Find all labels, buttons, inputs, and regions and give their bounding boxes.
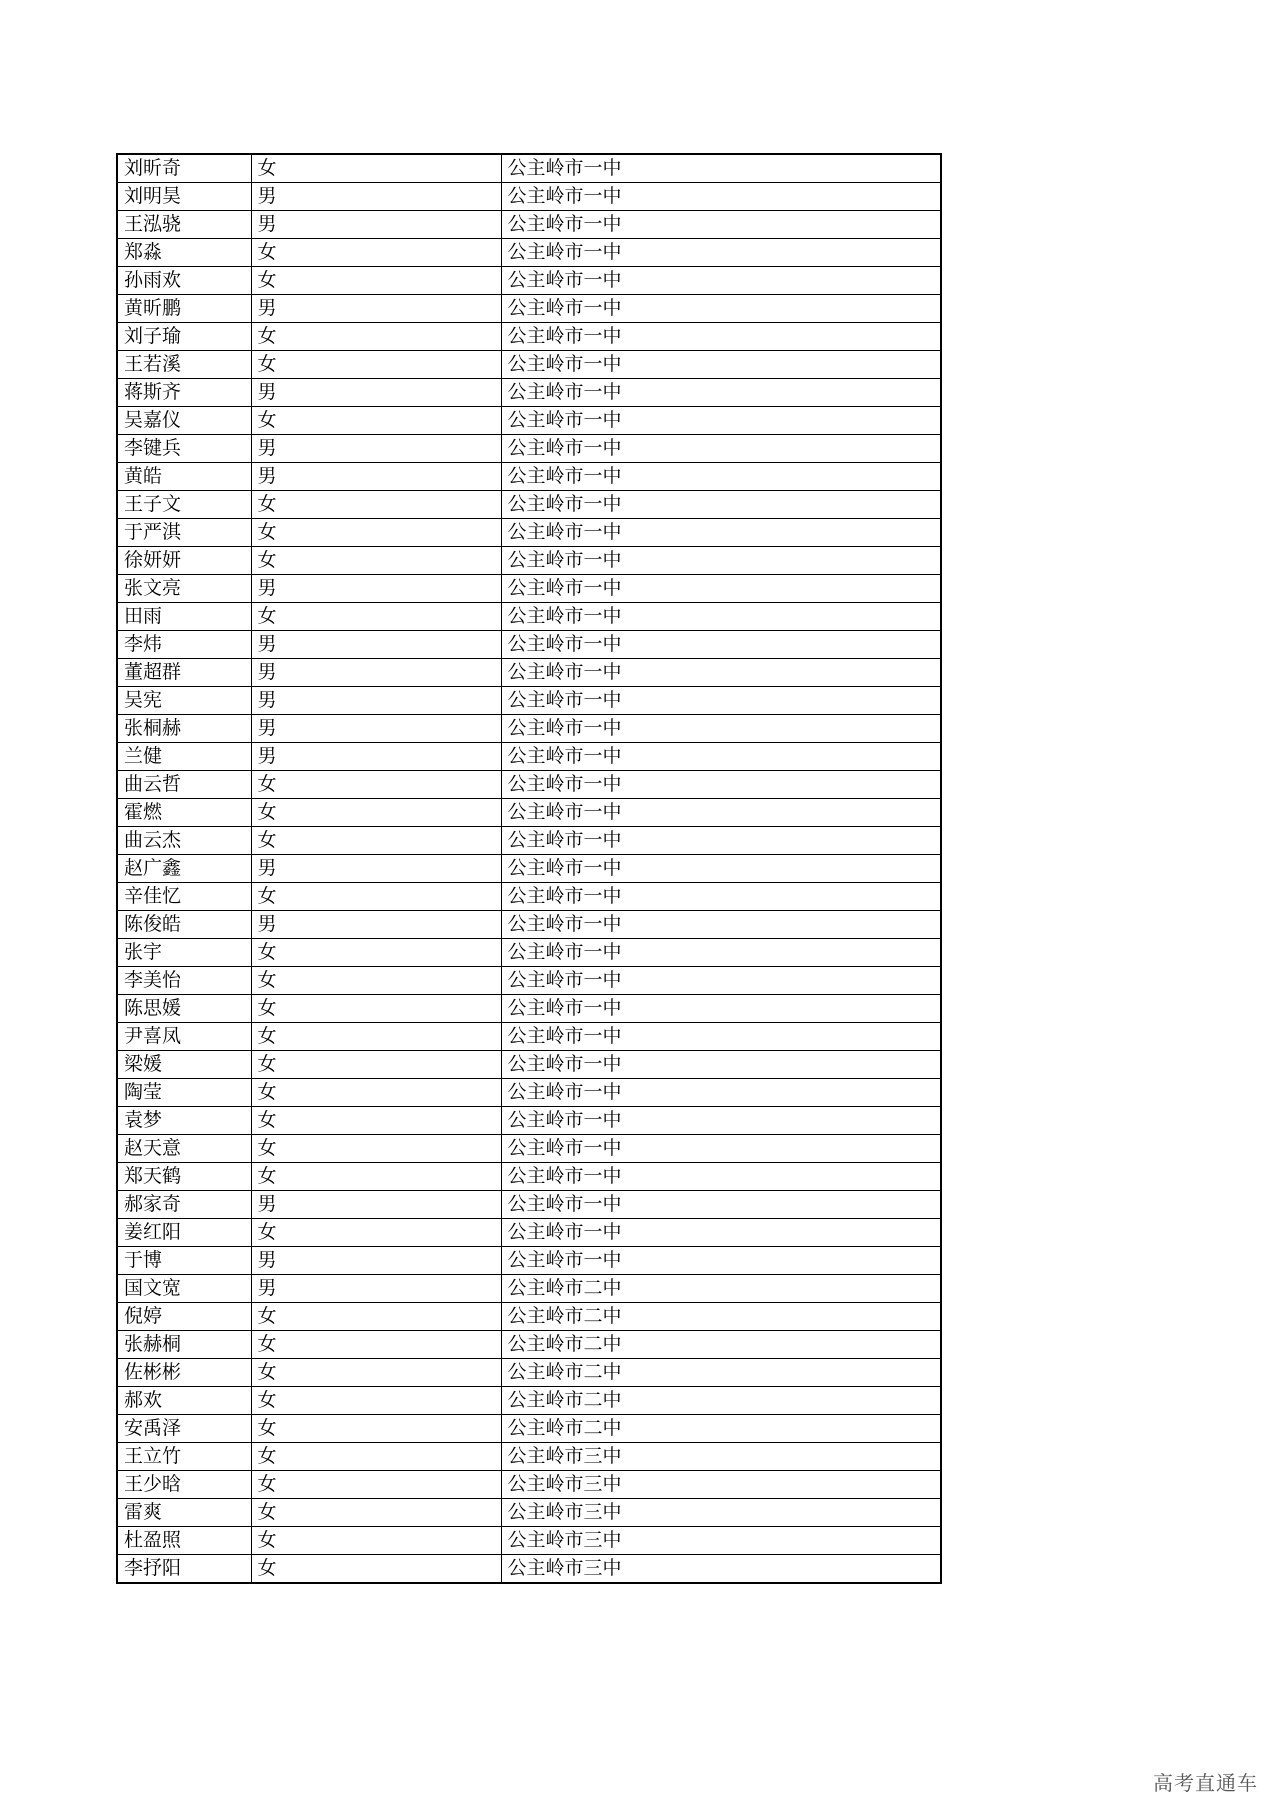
- gender-cell: 男: [251, 1247, 501, 1275]
- school-cell: 公主岭市二中: [501, 1275, 941, 1303]
- student-name-cell: 李美怡: [117, 967, 251, 995]
- school-cell: 公主岭市一中: [501, 715, 941, 743]
- gender-cell: 女: [251, 323, 501, 351]
- student-name-cell: 孙雨欢: [117, 267, 251, 295]
- school-cell: 公主岭市二中: [501, 1303, 941, 1331]
- student-name-cell: 兰健: [117, 743, 251, 771]
- gender-cell: 男: [251, 631, 501, 659]
- school-cell: 公主岭市一中: [501, 1247, 941, 1275]
- school-cell: 公主岭市一中: [501, 463, 941, 491]
- table-row: [117, 1471, 941, 1499]
- school-cell: 公主岭市一中: [501, 631, 941, 659]
- school-cell: 公主岭市一中: [501, 771, 941, 799]
- student-name-cell: 姜红阳: [117, 1219, 251, 1247]
- table-row: [117, 1443, 941, 1471]
- table-row: [117, 1247, 941, 1275]
- school-cell: 公主岭市一中: [501, 211, 941, 239]
- table-row: [117, 463, 941, 491]
- gender-cell: 女: [251, 1303, 501, 1331]
- table-row: [117, 295, 941, 323]
- school-cell: 公主岭市三中: [501, 1499, 941, 1527]
- table-row: [117, 519, 941, 547]
- table-row: [117, 1219, 941, 1247]
- table-row: [117, 1079, 941, 1107]
- table-row: [117, 799, 941, 827]
- gender-cell: 女: [251, 547, 501, 575]
- school-cell: 公主岭市一中: [501, 491, 941, 519]
- gender-cell: 女: [251, 1555, 501, 1584]
- student-name-cell: 黄昕鹏: [117, 295, 251, 323]
- table-row: [117, 239, 941, 267]
- school-cell: 公主岭市一中: [501, 154, 941, 183]
- gender-cell: 男: [251, 687, 501, 715]
- school-cell: 公主岭市三中: [501, 1527, 941, 1555]
- student-name-cell: 陈思媛: [117, 995, 251, 1023]
- student-name-cell: 雷爽: [117, 1499, 251, 1527]
- student-name-cell: 王若溪: [117, 351, 251, 379]
- student-name-cell: 梁媛: [117, 1051, 251, 1079]
- gender-cell: 男: [251, 659, 501, 687]
- table-row: [117, 491, 941, 519]
- table-row: [117, 1107, 941, 1135]
- school-cell: 公主岭市一中: [501, 435, 941, 463]
- table-row: [117, 1359, 941, 1387]
- student-name-cell: 郑天鹤: [117, 1163, 251, 1191]
- school-cell: 公主岭市一中: [501, 659, 941, 687]
- student-name-cell: 郝家奇: [117, 1191, 251, 1219]
- gender-cell: 男: [251, 575, 501, 603]
- school-cell: 公主岭市二中: [501, 1331, 941, 1359]
- student-name-cell: 吴宪: [117, 687, 251, 715]
- gender-cell: 女: [251, 1079, 501, 1107]
- table-row: [117, 1499, 941, 1527]
- school-cell: 公主岭市三中: [501, 1555, 941, 1584]
- gender-cell: 女: [251, 154, 501, 183]
- school-cell: 公主岭市一中: [501, 1135, 941, 1163]
- student-name-cell: 张文亮: [117, 575, 251, 603]
- table-row: [117, 1275, 941, 1303]
- gender-cell: 女: [251, 799, 501, 827]
- table-row: [117, 855, 941, 883]
- student-name-cell: 刘昕奇: [117, 154, 251, 183]
- school-cell: 公主岭市一中: [501, 407, 941, 435]
- student-name-cell: 吴嘉仪: [117, 407, 251, 435]
- table-row: [117, 154, 941, 183]
- school-cell: 公主岭市一中: [501, 743, 941, 771]
- gender-cell: 女: [251, 1023, 501, 1051]
- gender-cell: 男: [251, 295, 501, 323]
- student-name-cell: 王立竹: [117, 1443, 251, 1471]
- gender-cell: 女: [251, 267, 501, 295]
- student-name-cell: 郑淼: [117, 239, 251, 267]
- gender-cell: 女: [251, 771, 501, 799]
- table-row: [117, 267, 941, 295]
- gender-cell: 男: [251, 715, 501, 743]
- table-row: [117, 687, 941, 715]
- school-cell: 公主岭市一中: [501, 855, 941, 883]
- student-name-cell: 袁梦: [117, 1107, 251, 1135]
- gender-cell: 女: [251, 239, 501, 267]
- table-row: [117, 771, 941, 799]
- gender-cell: 男: [251, 211, 501, 239]
- gender-cell: 女: [251, 1359, 501, 1387]
- school-cell: 公主岭市一中: [501, 1079, 941, 1107]
- school-cell: 公主岭市一中: [501, 295, 941, 323]
- table-row: [117, 1135, 941, 1163]
- school-cell: 公主岭市三中: [501, 1443, 941, 1471]
- school-cell: 公主岭市一中: [501, 995, 941, 1023]
- student-name-cell: 辛佳忆: [117, 883, 251, 911]
- student-name-cell: 陈俊皓: [117, 911, 251, 939]
- gender-cell: 男: [251, 379, 501, 407]
- gender-cell: 男: [251, 911, 501, 939]
- student-name-cell: 尹喜凤: [117, 1023, 251, 1051]
- school-cell: 公主岭市一中: [501, 799, 941, 827]
- student-name-cell: 郝欢: [117, 1387, 251, 1415]
- table-row: [117, 211, 941, 239]
- gender-cell: 女: [251, 883, 501, 911]
- school-cell: 公主岭市一中: [501, 351, 941, 379]
- table-row: [117, 883, 941, 911]
- student-name-cell: 蒋斯齐: [117, 379, 251, 407]
- gender-cell: 女: [251, 1051, 501, 1079]
- table-row: [117, 575, 941, 603]
- table-row: [117, 603, 941, 631]
- gender-cell: 男: [251, 743, 501, 771]
- school-cell: 公主岭市一中: [501, 939, 941, 967]
- student-name-cell: 田雨: [117, 603, 251, 631]
- gender-cell: 女: [251, 1527, 501, 1555]
- school-cell: 公主岭市一中: [501, 519, 941, 547]
- student-name-cell: 倪婷: [117, 1303, 251, 1331]
- student-name-cell: 董超群: [117, 659, 251, 687]
- table-row: [117, 827, 941, 855]
- gender-cell: 女: [251, 1219, 501, 1247]
- table-row: [117, 1303, 941, 1331]
- gender-cell: 女: [251, 827, 501, 855]
- school-cell: 公主岭市一中: [501, 1023, 941, 1051]
- student-name-cell: 王少晗: [117, 1471, 251, 1499]
- gender-cell: 女: [251, 1135, 501, 1163]
- table-row: [117, 183, 941, 211]
- student-name-cell: 杜盈照: [117, 1527, 251, 1555]
- school-cell: 公主岭市一中: [501, 1107, 941, 1135]
- student-name-cell: 曲云哲: [117, 771, 251, 799]
- school-cell: 公主岭市一中: [501, 603, 941, 631]
- gender-cell: 男: [251, 463, 501, 491]
- student-name-cell: 刘子瑜: [117, 323, 251, 351]
- gender-cell: 男: [251, 1191, 501, 1219]
- table-row: [117, 743, 941, 771]
- gender-cell: 男: [251, 183, 501, 211]
- school-cell: 公主岭市一中: [501, 967, 941, 995]
- student-name-cell: 刘明昊: [117, 183, 251, 211]
- gender-cell: 女: [251, 1499, 501, 1527]
- watermark-text: 高考直通车: [1153, 1771, 1258, 1795]
- school-cell: 公主岭市一中: [501, 1051, 941, 1079]
- student-name-cell: 王子文: [117, 491, 251, 519]
- student-name-cell: 张赫桐: [117, 1331, 251, 1359]
- gender-cell: 女: [251, 491, 501, 519]
- table-row: [117, 547, 941, 575]
- gender-cell: 女: [251, 519, 501, 547]
- school-cell: 公主岭市三中: [501, 1471, 941, 1499]
- table-row: [117, 939, 941, 967]
- student-name-cell: 李炜: [117, 631, 251, 659]
- school-cell: 公主岭市一中: [501, 1191, 941, 1219]
- school-cell: 公主岭市二中: [501, 1387, 941, 1415]
- student-name-cell: 黄皓: [117, 463, 251, 491]
- gender-cell: 女: [251, 1163, 501, 1191]
- school-cell: 公主岭市二中: [501, 1415, 941, 1443]
- gender-cell: 男: [251, 1275, 501, 1303]
- table-row: [117, 1163, 941, 1191]
- table-row: [117, 659, 941, 687]
- gender-cell: 男: [251, 435, 501, 463]
- student-name-cell: 赵天意: [117, 1135, 251, 1163]
- table-row: [117, 407, 941, 435]
- table-row: [117, 995, 941, 1023]
- student-name-cell: 安禹泽: [117, 1415, 251, 1443]
- school-cell: 公主岭市二中: [501, 1359, 941, 1387]
- gender-cell: 女: [251, 1443, 501, 1471]
- student-name-cell: 张宇: [117, 939, 251, 967]
- student-name-cell: 于博: [117, 1247, 251, 1275]
- student-name-cell: 赵广鑫: [117, 855, 251, 883]
- table-row: [117, 435, 941, 463]
- school-cell: 公主岭市一中: [501, 883, 941, 911]
- table-row: [117, 1527, 941, 1555]
- table-row: [117, 1415, 941, 1443]
- gender-cell: 女: [251, 967, 501, 995]
- school-cell: 公主岭市一中: [501, 1219, 941, 1247]
- gender-cell: 女: [251, 939, 501, 967]
- student-name-cell: 霍燃: [117, 799, 251, 827]
- table-row: [117, 1331, 941, 1359]
- roster-body: [117, 154, 941, 1583]
- gender-cell: 女: [251, 1415, 501, 1443]
- student-name-cell: 国文宽: [117, 1275, 251, 1303]
- school-cell: 公主岭市一中: [501, 547, 941, 575]
- student-name-cell: 徐妍妍: [117, 547, 251, 575]
- table-row: [117, 351, 941, 379]
- gender-cell: 男: [251, 855, 501, 883]
- table-row: [117, 911, 941, 939]
- table-row: [117, 1051, 941, 1079]
- gender-cell: 女: [251, 407, 501, 435]
- school-cell: 公主岭市一中: [501, 379, 941, 407]
- table-row: [117, 715, 941, 743]
- gender-cell: 女: [251, 1387, 501, 1415]
- student-name-cell: 张桐赫: [117, 715, 251, 743]
- gender-cell: 女: [251, 1471, 501, 1499]
- school-cell: 公主岭市一中: [501, 183, 941, 211]
- student-name-cell: 王泓骁: [117, 211, 251, 239]
- gender-cell: 女: [251, 995, 501, 1023]
- student-name-cell: 李抒阳: [117, 1555, 251, 1584]
- student-name-cell: 曲云杰: [117, 827, 251, 855]
- student-name-cell: 佐彬彬: [117, 1359, 251, 1387]
- student-name-cell: 陶莹: [117, 1079, 251, 1107]
- school-cell: 公主岭市一中: [501, 1163, 941, 1191]
- gender-cell: 女: [251, 351, 501, 379]
- table-row: [117, 1387, 941, 1415]
- school-cell: 公主岭市一中: [501, 687, 941, 715]
- school-cell: 公主岭市一中: [501, 911, 941, 939]
- table-row: [117, 631, 941, 659]
- school-cell: 公主岭市一中: [501, 323, 941, 351]
- gender-cell: 女: [251, 1331, 501, 1359]
- table-row: [117, 1191, 941, 1219]
- student-roster-table: [116, 153, 942, 1584]
- table-row: [117, 1555, 941, 1584]
- school-cell: 公主岭市一中: [501, 239, 941, 267]
- school-cell: 公主岭市一中: [501, 827, 941, 855]
- student-name-cell: 李键兵: [117, 435, 251, 463]
- gender-cell: 女: [251, 1107, 501, 1135]
- table-row: [117, 1023, 941, 1051]
- school-cell: 公主岭市一中: [501, 267, 941, 295]
- table-row: [117, 967, 941, 995]
- school-cell: 公主岭市一中: [501, 575, 941, 603]
- table-row: [117, 379, 941, 407]
- table-row: [117, 323, 941, 351]
- student-name-cell: 于严淇: [117, 519, 251, 547]
- gender-cell: 女: [251, 603, 501, 631]
